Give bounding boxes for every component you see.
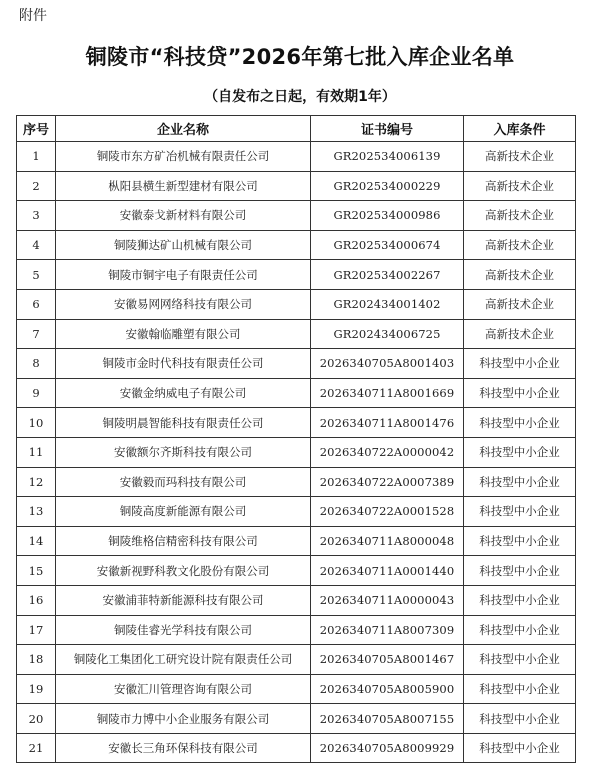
row-entry-condition: 高新技术企业 [464, 171, 576, 201]
header-certificate-no: 证书编号 [311, 116, 464, 142]
row-company-name: 安徽汇川管理咨询有限公司 [56, 674, 311, 704]
table-row [17, 674, 576, 704]
row-serial-no: 7 [17, 319, 56, 349]
table-row [17, 497, 576, 527]
row-company-name: 安徽额尔齐斯科技有限公司 [56, 437, 311, 467]
table-row [17, 526, 576, 556]
row-company-name: 铜陵市力博中小企业服务有限公司 [56, 704, 311, 734]
table-header-row [17, 116, 576, 142]
table-row [17, 289, 576, 319]
enterprise-table [16, 115, 576, 763]
row-serial-no: 10 [17, 408, 56, 438]
row-company-name: 安徽翰临雕塑有限公司 [56, 319, 311, 349]
row-certificate-no: 2026340711A8001669 [311, 378, 464, 408]
row-certificate-no: GR202534006139 [311, 142, 464, 172]
table-row [17, 585, 576, 615]
row-certificate-no: 2026340705A8009929 [311, 733, 464, 763]
row-company-name: 安徽浦菲特新能源科技有限公司 [56, 585, 311, 615]
row-serial-no: 12 [17, 467, 56, 497]
row-serial-no: 21 [17, 733, 56, 763]
row-entry-condition: 科技型中小企业 [464, 497, 576, 527]
row-company-name: 枞阳县横生新型建材有限公司 [56, 171, 311, 201]
page-title: 铜陵市“科技贷”2026年第七批入库企业名单 [85, 45, 515, 69]
table-row [17, 645, 576, 675]
row-serial-no: 16 [17, 585, 56, 615]
page-subtitle: （自发布之日起，有效期1年） [204, 89, 396, 105]
table-row [17, 378, 576, 408]
table-body [17, 142, 576, 763]
row-serial-no: 18 [17, 645, 56, 675]
table-row [17, 704, 576, 734]
row-certificate-no: GR202534000674 [311, 230, 464, 260]
row-company-name: 安徽金纳威电子有限公司 [56, 378, 311, 408]
row-entry-condition: 科技型中小企业 [464, 378, 576, 408]
row-entry-condition: 科技型中小企业 [464, 704, 576, 734]
row-serial-no: 1 [17, 142, 56, 172]
table-row [17, 201, 576, 231]
row-certificate-no: GR202534002267 [311, 260, 464, 290]
table-row [17, 467, 576, 497]
row-entry-condition: 高新技术企业 [464, 289, 576, 319]
row-company-name: 安徽毅而玛科技有限公司 [56, 467, 311, 497]
row-serial-no: 17 [17, 615, 56, 645]
row-serial-no: 3 [17, 201, 56, 231]
row-serial-no: 9 [17, 378, 56, 408]
row-certificate-no: GR202534000229 [311, 171, 464, 201]
row-serial-no: 14 [17, 526, 56, 556]
row-serial-no: 2 [17, 171, 56, 201]
row-company-name: 铜陵市金时代科技有限责任公司 [56, 349, 311, 379]
row-company-name: 铜陵市东方矿冶机械有限责任公司 [56, 142, 311, 172]
table-row [17, 349, 576, 379]
row-certificate-no: 2026340711A8007309 [311, 615, 464, 645]
row-company-name: 铜陵明晨智能科技有限责任公司 [56, 408, 311, 438]
row-certificate-no: 2026340705A8001467 [311, 645, 464, 675]
row-certificate-no: 2026340711A8000048 [311, 526, 464, 556]
table-row [17, 171, 576, 201]
row-certificate-no: 2026340711A0001440 [311, 556, 464, 586]
row-certificate-no: 2026340722A0001528 [311, 497, 464, 527]
row-entry-condition: 科技型中小企业 [464, 349, 576, 379]
row-entry-condition: 科技型中小企业 [464, 467, 576, 497]
row-entry-condition: 科技型中小企业 [464, 408, 576, 438]
row-entry-condition: 科技型中小企业 [464, 585, 576, 615]
row-certificate-no: 2026340722A0007389 [311, 467, 464, 497]
row-certificate-no: 2026340722A0000042 [311, 437, 464, 467]
row-serial-no: 20 [17, 704, 56, 734]
row-company-name: 安徽易网网络科技有限公司 [56, 289, 311, 319]
header-entry-condition: 入库条件 [464, 116, 576, 142]
table-row [17, 408, 576, 438]
row-company-name: 铜陵维格信精密科技有限公司 [56, 526, 311, 556]
row-serial-no: 6 [17, 289, 56, 319]
row-certificate-no: 2026340705A8005900 [311, 674, 464, 704]
table-row [17, 556, 576, 586]
row-serial-no: 15 [17, 556, 56, 586]
row-entry-condition: 科技型中小企业 [464, 526, 576, 556]
header-company-name: 企业名称 [56, 116, 311, 142]
row-entry-condition: 科技型中小企业 [464, 645, 576, 675]
table-row [17, 319, 576, 349]
row-serial-no: 19 [17, 674, 56, 704]
row-company-name: 铜陵佳睿光学科技有限公司 [56, 615, 311, 645]
row-company-name: 安徽新视野科教文化股份有限公司 [56, 556, 311, 586]
row-company-name: 铜陵高度新能源有限公司 [56, 497, 311, 527]
row-certificate-no: 2026340711A0000043 [311, 585, 464, 615]
table-row [17, 437, 576, 467]
table-row [17, 260, 576, 290]
table-row [17, 615, 576, 645]
row-entry-condition: 高新技术企业 [464, 230, 576, 260]
row-entry-condition: 科技型中小企业 [464, 733, 576, 763]
row-serial-no: 11 [17, 437, 56, 467]
row-certificate-no: GR202534000986 [311, 201, 464, 231]
row-serial-no: 13 [17, 497, 56, 527]
header-serial-no: 序号 [17, 116, 56, 142]
row-entry-condition: 高新技术企业 [464, 260, 576, 290]
row-company-name: 铜陵化工集团化工研究设计院有限责任公司 [56, 645, 311, 675]
row-certificate-no: GR202434001402 [311, 289, 464, 319]
row-company-name: 铜陵狮达矿山机械有限公司 [56, 230, 311, 260]
row-entry-condition: 科技型中小企业 [464, 437, 576, 467]
row-entry-condition: 科技型中小企业 [464, 674, 576, 704]
row-serial-no: 8 [17, 349, 56, 379]
table-row [17, 733, 576, 763]
row-company-name: 安徽长三角环保科技有限公司 [56, 733, 311, 763]
row-serial-no: 5 [17, 260, 56, 290]
table-row [17, 230, 576, 260]
row-serial-no: 4 [17, 230, 56, 260]
attachment-label: 附件 [19, 8, 47, 24]
row-company-name: 安徽泰戈新材料有限公司 [56, 201, 311, 231]
table-row [17, 142, 576, 172]
row-entry-condition: 高新技术企业 [464, 201, 576, 231]
row-certificate-no: GR202434006725 [311, 319, 464, 349]
row-entry-condition: 高新技术企业 [464, 142, 576, 172]
row-company-name: 铜陵市铜宇电子有限责任公司 [56, 260, 311, 290]
row-entry-condition: 科技型中小企业 [464, 615, 576, 645]
row-entry-condition: 科技型中小企业 [464, 556, 576, 586]
row-certificate-no: 2026340711A8001476 [311, 408, 464, 438]
row-entry-condition: 高新技术企业 [464, 319, 576, 349]
row-certificate-no: 2026340705A8001403 [311, 349, 464, 379]
row-certificate-no: 2026340705A8007155 [311, 704, 464, 734]
